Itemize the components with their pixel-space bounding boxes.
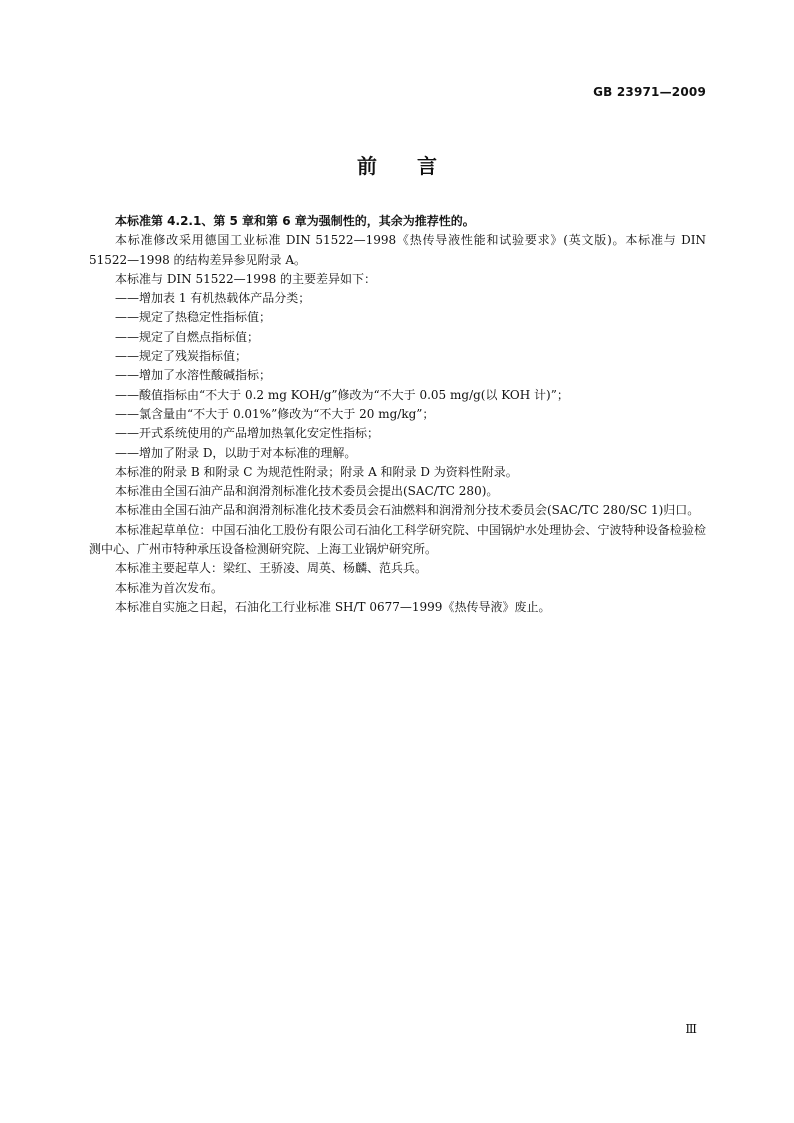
difference-item: ——氯含量由“不大于 0.01%”修改为“不大于 20 mg/kg”； bbox=[115, 406, 435, 421]
paragraph-drafters: 本标准主要起草人：梁红、王骄凌、周英、杨麟、范兵兵。 bbox=[115, 561, 428, 576]
page-number: Ⅲ bbox=[685, 1022, 697, 1036]
difference-item: ——增加了附录 D，以助于对本标准的理解。 bbox=[115, 445, 357, 460]
foreword-body bbox=[89, 212, 706, 617]
difference-item: ——增加了水溶性酸碱指标； bbox=[115, 368, 272, 383]
page-title: 前言 bbox=[357, 154, 477, 178]
difference-item: ——开式系统使用的产品增加热氧化安定性指标； bbox=[115, 426, 380, 441]
paragraph-annexes: 本标准的附录 B 和附录 C 为规范性附录；附录 A 和附录 D 为资料性附录。 bbox=[115, 464, 518, 479]
difference-item: ——规定了热稳定性指标值； bbox=[115, 310, 272, 325]
paragraph-mandatory-clause: 本标准第 4.2.1、第 5 章和第 6 章为强制性的，其余为推荐性的。 bbox=[115, 214, 475, 228]
paragraph-first-release: 本标准为首次发布。 bbox=[115, 580, 224, 595]
difference-item: ——规定了残炭指标值； bbox=[115, 349, 248, 364]
paragraph-adoption: 本标准修改采用德国工业标准 DIN 51522—1998《热传导液性能和试验要求》(英文版)。本标准与 DIN 51522—1998 的结构差异参见附录 A。 bbox=[89, 233, 706, 267]
paragraph-differences-intro: 本标准与 DIN 51522—1998 的主要差异如下： bbox=[115, 271, 377, 286]
paragraph-drafting-organizations: 本标准起草单位：中国石油化工股份有限公司石油化工科学研究院、中国锅炉水处理协会、宁波特种设备检验检测中心、广州市特种承压设备检测研究院、上海工业锅炉研究所。 bbox=[89, 522, 706, 557]
paragraph-under-jurisdiction: 本标准由全国石油产品和润滑剂标准化技术委员会石油燃料和润滑剂分技术委员会(SAC/TC 280/SC 1)归口。 bbox=[115, 503, 700, 518]
difference-item: ——增加表 1 有机热载体产品分类； bbox=[115, 291, 311, 306]
standard-number: GB 23971—2009 bbox=[593, 85, 706, 99]
paragraph-proposed-by: 本标准由全国石油产品和润滑剂标准化技术委员会提出(SAC/TC 280)。 bbox=[115, 484, 499, 499]
paragraph-supersedes: 本标准自实施之日起，石油化工行业标准 SH/T 0677—1999《热传导液》废止。 bbox=[115, 599, 551, 614]
difference-item: ——规定了自燃点指标值； bbox=[115, 329, 260, 344]
difference-item: ——酸值指标由“不大于 0.2 mg KOH/g”修改为“不大于 0.05 mg/g(以 KOH 计)”； bbox=[115, 387, 569, 402]
